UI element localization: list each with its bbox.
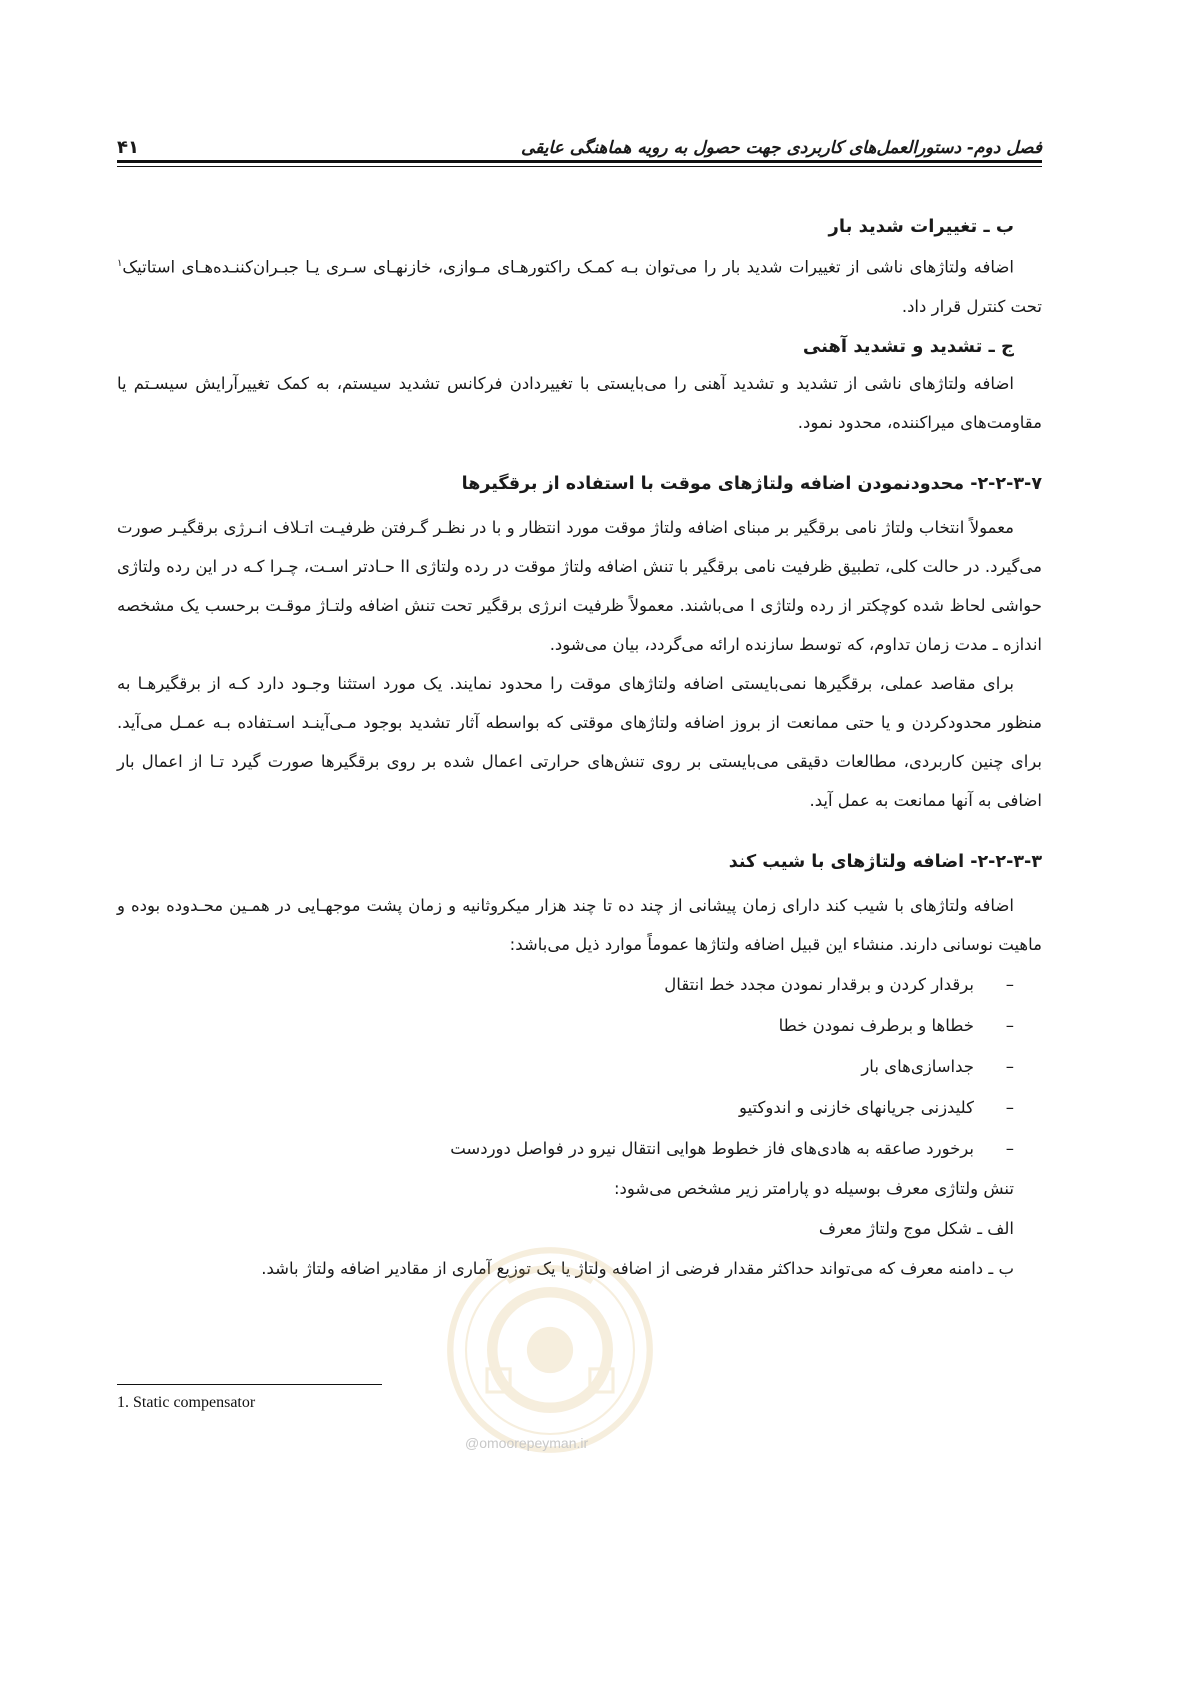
parameter-a: الف ـ شکل موج ولتاژ معرف [818, 1218, 1014, 1238]
paragraph-load-changes-text: اضافه ولتاژهای ناشی از تغییرات شدید بار را می‌توان بـه کمـک راکتورهـای مـوازی، خازنهـای سـری یـا جبـران‌کننـده‌هـای استاتیک [122, 257, 1014, 277]
paragraph-load-changes [117, 244, 1042, 326]
list-item-text: کلیدزنی جریانهای خازنی و اندوکتیو [739, 1097, 974, 1117]
subheading-load-changes: ب ـ تغییرات شدید بار [828, 216, 1014, 237]
list-bullet: – [1005, 1097, 1014, 1117]
watermark-site: @omoorepeyman.ir [465, 1435, 589, 1451]
list-item [117, 1046, 1014, 1087]
list-item-text: خطاها و برطرف نمودن خطا [778, 1015, 974, 1035]
list-item [117, 1087, 1014, 1128]
overvoltage-origins-list [117, 964, 1042, 1169]
section-heading-2233: ۲-۲-۳-۳- اضافه ولتاژهای با شیب کند [728, 851, 1042, 872]
parameter-b: ب ـ دامنه معرف که می‌تواند حداکثر مقدار فرضی از اضافه ولتاژ یا یک توزیع آماری از مقادیر اضافه ولتاژ باشد. [261, 1258, 1014, 1278]
paragraph-load-changes-tail: تحت کنترل قرار داد. [901, 296, 1042, 316]
list-bullet: – [1005, 1015, 1014, 1035]
footnote-reference[interactable]: ۱ [117, 258, 123, 269]
paragraph-resonance: اضافه ولتاژهای ناشی از تشدید و تشدید آهنی را می‌بایستی با تغییردادن فرکانس تشدید سیستم، به کمک تغییرآرایش سیسـتم یا مقاومت‌های میراکننده، محدود نمود. [117, 373, 1042, 432]
page-number: ۴۱ [117, 137, 139, 158]
list-bullet: – [1005, 1056, 1014, 1076]
section-heading-2227: ۲-۲-۳-۷- محدودنمودن اضافه ولتاژهای موقت با استفاده از برقگیرها [461, 473, 1042, 494]
paragraph-slow-front: اضافه ولتاژهای با شیب کند دارای زمان پیشانی از چند ده تا چند هزار میکروثانیه و زمان پشت موجهـایی در همـین محـدوده بوده و ماهیت نوسانی دارند. منشاء این قبیل اضافه ولتاژها عموماً موارد ذیل می‌باشد: [117, 895, 1042, 954]
representative-stress-intro: تنش ولتاژی معرف بوسیله دو پارامتر زیر مشخص می‌شود: [613, 1178, 1014, 1198]
footnote-rule [117, 1384, 382, 1385]
subheading-resonance: ج ـ تشدید و تشدید آهنی [802, 335, 1014, 357]
footnote: 1. Static compensator [117, 1394, 256, 1411]
list-item [117, 964, 1014, 1005]
list-bullet: – [1005, 1138, 1014, 1158]
list-item-text: جداسازی‌های بار [861, 1056, 974, 1076]
list-item [117, 1128, 1014, 1169]
paragraph-arrester-rating: معمولاً انتخاب ولتاژ نامی برقگیر بر مبنای اضافه ولتاژ موقت مورد انتظار و با در نظـر گـرفتن ظرفیـت اتـلاف انـرژی برقگیـر صورت می‌گیرد. در حالت کلی، تطبیق ظرفیت نامی برقگیر با تنش اضافه ولتاژ موقت در رده ولتاژی II حـادتر اسـت، چـرا کـه در این رده ولتاژی حواشی لحاظ شده کوچکتر از رده ولتاژی I می‌باشند. معمولاً ظرفیت انرژی برقگیر تحت تنش اضافه ولتـاژ موقـت برحسب یک مشخصه اندازه ـ مدت زمان تداوم، که توسط سازنده ارائه می‌گردد، بیان می‌شود. [117, 517, 1042, 654]
running-header [117, 128, 1042, 158]
list-item-text: برخورد صاعقه به هادی‌های فاز خطوط هوایی انتقال نیرو در فواصل دوردست [450, 1138, 974, 1158]
chapter-title: فصل دوم- دستورالعمل‌های کاربردی جهت حصول به رویه هماهنگی عایقی [520, 138, 1042, 158]
list-item [117, 1005, 1014, 1046]
list-item-text: برقدار کردن و برقدار نمودن مجدد خط انتقال [664, 974, 974, 994]
body-content [117, 210, 1042, 1289]
list-bullet: – [1005, 974, 1014, 994]
header-rule-thick [117, 160, 1042, 163]
omoore-peyman-seal-icon [445, 1245, 655, 1455]
paragraph-arrester-practical: برای مقاصد عملی، برقگیرها نمی‌بایستی اضافه ولتاژهای موقت را محدود نمایند. یک مورد استثنا وجـود دارد کـه از برقگیرهـا به منظور محدودکردن و یا حتی ممانعت از بروز اضافه ولتاژهای موقتی که بواسطه آثار تشدید بوجود مـی‌آینـد اسـتفاده بـه عمـل می‌آید. برای چنین کاربردی، مطالعات دقیقی می‌بایستی بر روی تنش‌های حرارتی اعمال شده بر روی برقگیرها صورت گیرد تـا از اعمال بار اضافی به آنها ممانعت به عمل آید. [117, 673, 1042, 810]
header-rule-thin [117, 166, 1042, 167]
